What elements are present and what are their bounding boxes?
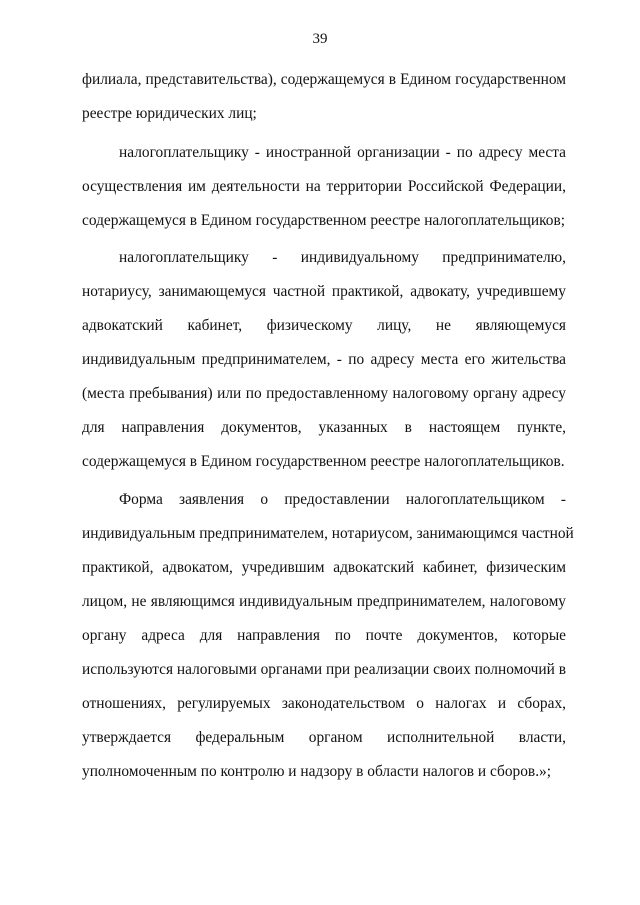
text-line: отношениях, регулируемых законодательством о налогах и сборах, bbox=[82, 695, 566, 712]
text-line: (места пребывания) или по предоставленному налоговому органу адресу bbox=[82, 385, 566, 402]
text-line: для направления документов, указанных в настоящем пункте, bbox=[82, 419, 566, 436]
text-line: лицом, не являющимся индивидуальным предпринимателем, налоговому bbox=[82, 593, 566, 610]
text-line: Форма заявления о предоставлении налогоплательщиком - bbox=[119, 491, 566, 508]
text-line: утверждается федеральным органом исполнительной власти, bbox=[82, 729, 566, 746]
text-line: налогоплательщику - иностранной организации - по адресу места bbox=[119, 144, 566, 161]
text-line: уполномоченным по контролю и надзору в области налогов и сборов.»; bbox=[82, 763, 552, 780]
text-line: индивидуальным предпринимателем, нотариусом, занимающимся частной bbox=[82, 525, 574, 542]
text-line: филиала, представительства), содержащемуся в Едином государственном bbox=[82, 71, 566, 88]
text-line: реестре юридических лиц; bbox=[82, 105, 257, 122]
text-line: органу адреса для направления по почте документов, которые bbox=[82, 627, 566, 644]
page-number: 39 bbox=[312, 31, 328, 47]
text-line: практикой, адвокатом, учредившим адвокатский кабинет, физическим bbox=[82, 559, 566, 576]
text-line: индивидуальным предпринимателем, - по адресу места его жительства bbox=[82, 351, 566, 368]
text-line: содержащемуся в Едином государственном реестре налогоплательщиков. bbox=[82, 453, 565, 470]
text-line: используются налоговыми органами при реализации своих полномочий в bbox=[82, 661, 566, 678]
text-line: налогоплательщику - индивидуальному предпринимателю, bbox=[119, 249, 566, 266]
text-line: адвокатский кабинет, физическому лицу, не являющемуся bbox=[82, 317, 566, 334]
text-line: нотариусу, занимающемуся частной практикой, адвокату, учредившему bbox=[82, 283, 566, 300]
text-line: осуществления им деятельности на территории Российской Федерации, bbox=[82, 178, 566, 195]
text-line: содержащемуся в Едином государственном реестре налогоплательщиков; bbox=[82, 212, 566, 229]
